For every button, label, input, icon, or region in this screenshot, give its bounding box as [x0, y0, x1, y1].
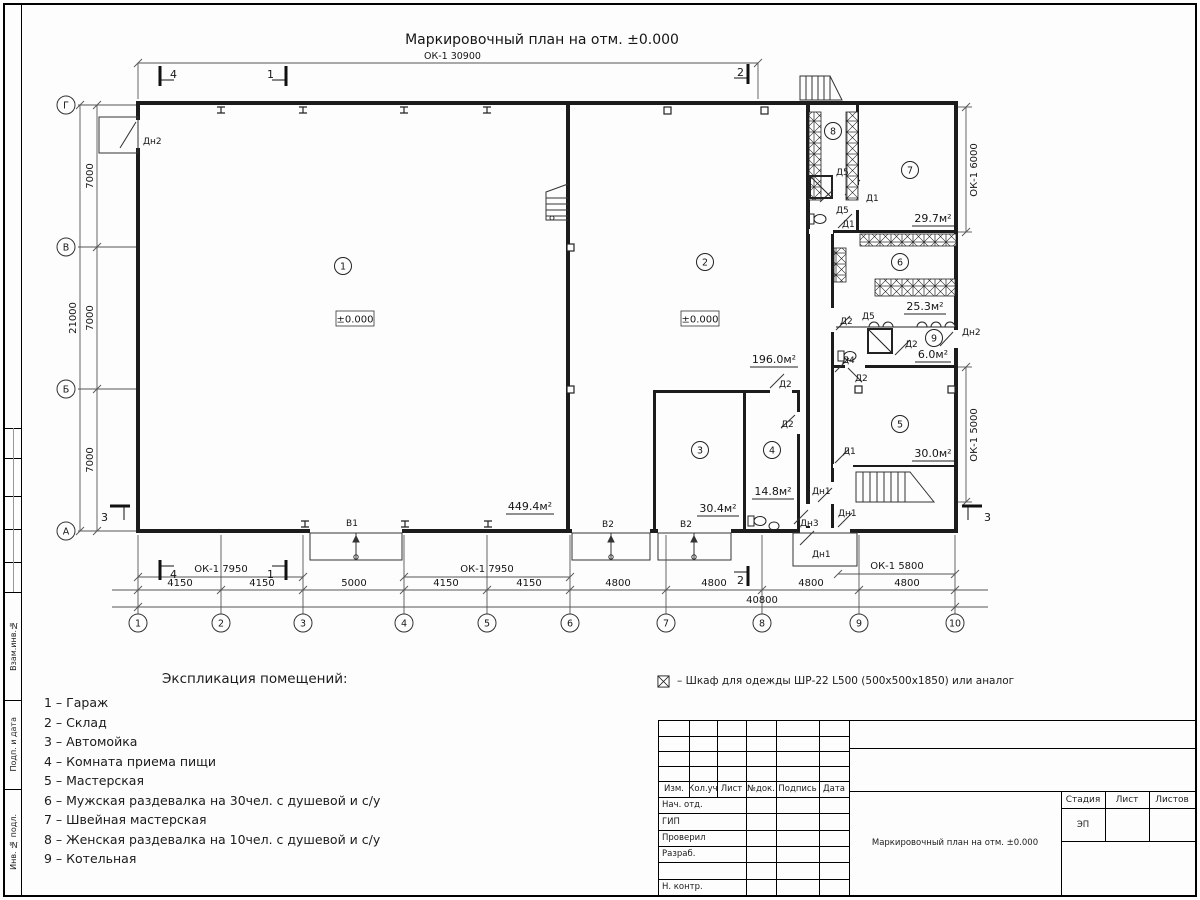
door-tag: Дн1 [812, 550, 831, 560]
margin-cell-inv: Инв. № подл. [8, 814, 18, 870]
total-height-dim: 21000 [68, 302, 79, 334]
col-dim: 5000 [341, 578, 367, 589]
door-tag: Д2 [781, 420, 794, 430]
room-legend [44, 671, 604, 869]
area-room-4: 14.8м² [754, 485, 792, 498]
grid-col-bubble: 4 [400, 618, 408, 630]
legend-item: 9 – Котельная [44, 851, 137, 866]
section-mark: 1 [267, 68, 274, 81]
tb-stage-value: ЭП [1076, 819, 1090, 830]
legend-item: 6 – Мужская раздевалка на 30чел. с душевой и с/у [44, 792, 381, 808]
door-tag: Д5 [862, 312, 875, 322]
tb-row-gip: ГИП [662, 816, 680, 827]
legend-item: 8 – Женская раздевалка на 10чел. с душевой и с/у [44, 831, 381, 847]
room-number-9: 9 [930, 333, 938, 345]
wardrobe-symbol-icon [657, 675, 670, 688]
area-room-1: 449.4м² [507, 500, 553, 513]
tb-row-razrab: Разраб. [662, 849, 696, 859]
window-dim-label: ОК-1 7950 [194, 564, 248, 575]
tb-stage-header: Стадия [1065, 794, 1101, 805]
grid-col-bubble: 10 [948, 618, 962, 630]
legend-item: 2 – Склад [44, 714, 107, 730]
gate-tag: В2 [680, 520, 692, 530]
legend-title: Экспликация помещений: [162, 671, 348, 687]
top-window-dim: ОК-1 30900 [424, 51, 481, 62]
area-room-2: 196.0м² [751, 353, 797, 366]
tb-col-dok: №док. [747, 784, 775, 794]
section-mark: 3 [984, 511, 991, 524]
legend-item: 3 – Автомойка [44, 734, 138, 749]
room-number-3: 3 [696, 445, 704, 457]
room-number-8: 8 [829, 126, 837, 138]
door-tag: Д5 [836, 168, 849, 178]
legend-item: 4 – Комната приема пищи [44, 753, 217, 769]
door-tag: Д2 [779, 380, 792, 390]
room-number-6: 6 [896, 257, 904, 269]
section-mark: 3 [101, 511, 108, 524]
door-tag: Д2 [905, 340, 918, 350]
door-tag: Д4 [842, 356, 855, 366]
margin-cell-vzam: Взам.инв.№ [8, 621, 18, 671]
row-dim: 7000 [85, 163, 96, 189]
grid-row-bubble: В [62, 242, 70, 254]
room-number-4: 4 [768, 445, 776, 457]
legend-item: 1 – Гараж [44, 695, 109, 710]
grid-col-bubble: 1 [134, 618, 142, 630]
door-tag: Дн3 [800, 519, 819, 529]
col-dim: 4150 [516, 578, 542, 589]
tb-col-koluch: Кол.уч [688, 784, 718, 794]
section-mark: 4 [170, 568, 177, 581]
wardrobe-note [657, 675, 1014, 688]
room-number-2: 2 [701, 257, 709, 269]
col-dim: 4800 [701, 578, 727, 589]
window-dim-label: ОК-1 5000 [969, 408, 980, 462]
tb-doc-title: Маркировочный план на отм. ±0.000 [871, 838, 1039, 848]
room-number-5: 5 [896, 419, 904, 431]
col-dim: 4150 [433, 578, 459, 589]
section-mark: 4 [170, 68, 177, 81]
row-dim: 7000 [85, 447, 96, 473]
room-areas [506, 212, 954, 516]
gate-tag: В2 [602, 520, 614, 530]
elevation-room-2: ±0.000 [681, 314, 719, 326]
tb-col-podpis: Подпись [778, 784, 817, 794]
grid-col-bubble: 6 [566, 618, 574, 630]
door-tag: Д2 [855, 374, 868, 384]
grid-row-bubble: А [62, 526, 70, 538]
room-number-7: 7 [906, 165, 914, 177]
tb-sheets-header: Листов [1155, 794, 1189, 805]
door-tag: Дн1 [812, 487, 831, 497]
grid-col-bubble: 8 [758, 618, 766, 630]
grid-col-bubble: 5 [483, 618, 491, 630]
area-room-6: 25.3м² [906, 300, 944, 313]
grid-col-bubble: 2 [217, 618, 225, 630]
window-dim-label: ОК-1 6000 [969, 143, 980, 197]
door-tag: Д1 [866, 194, 879, 204]
margin-cell-podp: Подп. и дата [8, 717, 18, 772]
grid-col-bubble: 7 [662, 618, 670, 630]
title-block [658, 720, 1196, 896]
elevation-room-1: ±0.000 [336, 314, 374, 326]
grid-col-bubble: 9 [855, 618, 863, 630]
area-room-7: 29.7м² [914, 212, 952, 225]
row-dim: 7000 [85, 305, 96, 331]
tb-row-nach-otd: Нач. отд. [662, 800, 703, 810]
door-leaves [120, 122, 953, 545]
wardrobe-note-text: – Шкаф для одежды ШР-22 L500 (500x500x1850) или аналог [677, 675, 1015, 687]
room-number-1: 1 [339, 261, 347, 273]
legend-item: 7 – Швейная мастерская [44, 812, 207, 827]
section-mark: 1 [267, 568, 274, 581]
total-width-dim: 40800 [746, 595, 778, 606]
door-tag: Дн2 [962, 328, 981, 338]
grid-row-bubble: Г [63, 100, 69, 112]
grid-row-bubble: Б [62, 384, 70, 396]
margin-column [5, 5, 21, 895]
tb-sheet-header: Лист [1115, 794, 1139, 805]
door-tag: Д1 [842, 220, 855, 230]
tb-col-izm: Изм. [664, 784, 684, 794]
grid-col-bubble: 3 [299, 618, 307, 630]
door-tag: Дн1 [838, 509, 857, 519]
door-tag: Д2 [840, 317, 853, 327]
legend-item: 5 – Мастерская [44, 773, 144, 788]
tb-row-nkontr: Н. контр. [662, 882, 703, 892]
col-dim: 4150 [249, 578, 275, 589]
col-dim: 4800 [798, 578, 824, 589]
door-tag: Д1 [843, 447, 856, 457]
area-room-5: 30.0м² [914, 447, 952, 460]
area-room-9: 6.0м² [917, 348, 949, 361]
tb-col-data: Дата [822, 784, 845, 794]
col-dim: 4800 [894, 578, 920, 589]
tb-row-empty [659, 862, 749, 879]
door-tag: Д5 [836, 206, 849, 216]
tb-col-list: Лист [720, 784, 743, 794]
gate-tag: В1 [346, 519, 358, 529]
window-dim-label: ОК-1 7950 [460, 564, 514, 575]
section-mark: 2 [737, 574, 744, 587]
col-dim: 4150 [167, 578, 193, 589]
elevation-marks [336, 311, 719, 326]
plan-title: Маркировочный план на отм. ±0.000 [405, 32, 679, 48]
col-dim: 4800 [605, 578, 631, 589]
window-dim-label: ОК-1 5800 [870, 561, 924, 572]
tb-row-proveril: Проверил [662, 833, 706, 843]
area-room-3: 30.4м² [699, 502, 737, 515]
section-mark: 2 [737, 66, 744, 79]
door-tag: Дн2 [143, 137, 162, 147]
